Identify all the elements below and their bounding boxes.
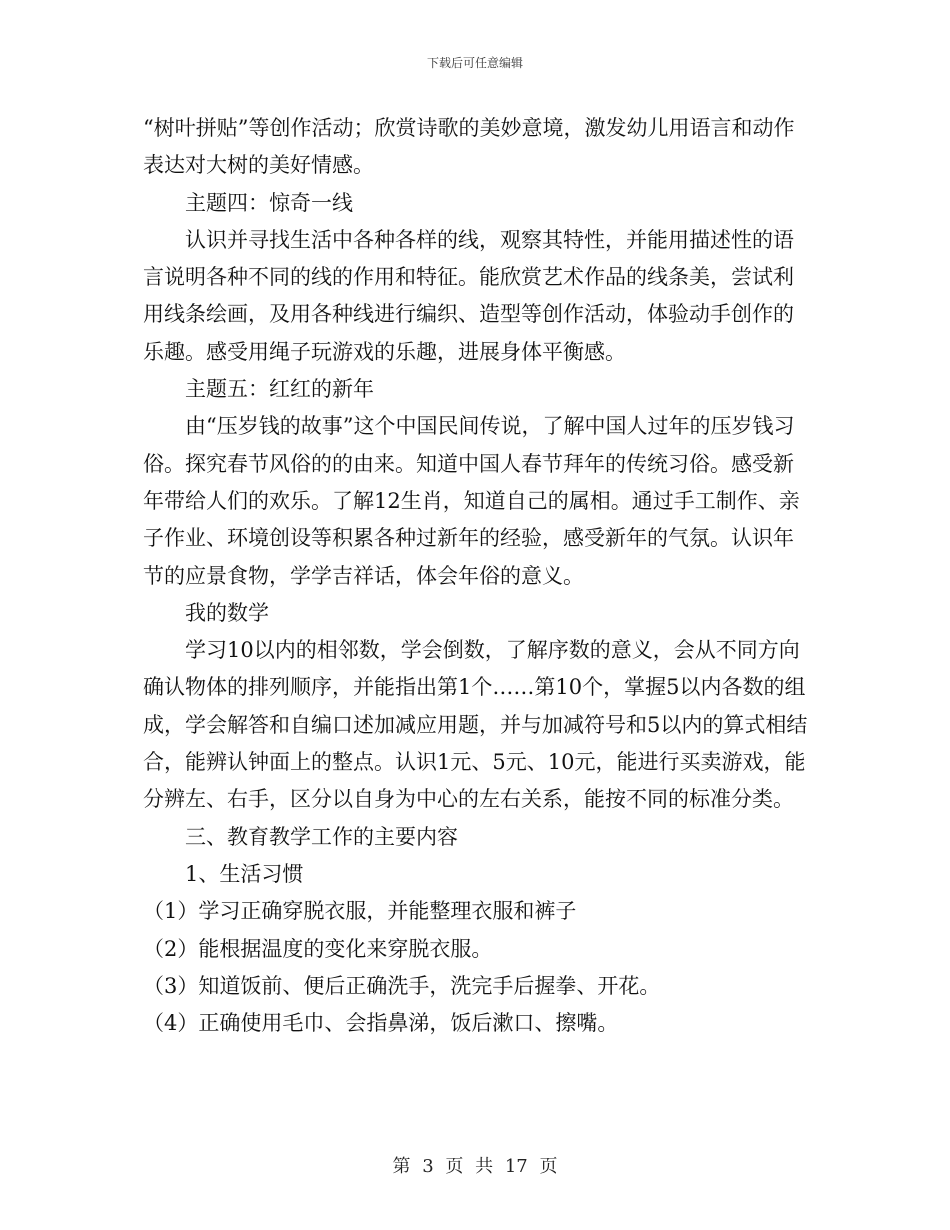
heading-my-math: 我的数学 xyxy=(185,600,269,625)
heading-life-habits: 1、生活习惯 xyxy=(185,861,304,886)
paragraph-new-year: 由“压岁钱的故事”这个中国民间传说，了解中国人过年的压岁钱习俗。探究春节风俗的的由来。知道中国人春节拜年的传统习俗。感受新年带给人们的欢乐。了解12生肖，知道自己的属相。通过手工制作、亲子作业、环境创设等积累各种过新年的经验，感受新年的气氛。认识年节的应景食物，学学吉祥话，体会年俗的意义。 xyxy=(143,414,800,588)
list-item-habit-3: （3）知道饭前、便后正确洗手，洗完手后握拳、开花。 xyxy=(143,973,661,998)
page-number: 第 3 页 共 17 页 xyxy=(392,1156,558,1177)
paragraph-lines: 认识并寻找生活中各种各样的线，观察其特性，并能用描述性的语言说明各种不同的线的作用和特征。能欣赏艺术作品的线条美，尝试利用线条绘画，及用各种线进行编织、造型等创作活动，体验动手创作的乐趣。感受用绳子玩游戏的乐趣，进展身体平衡感。 xyxy=(143,227,794,364)
document-body xyxy=(143,110,813,1042)
list-item-habit-2: （2）能根据温度的变化来穿脱衣服。 xyxy=(143,936,493,961)
paragraph-leaf-collage: “树叶拼贴”等创作活动；欣赏诗歌的美妙意境，激发幼儿用语言和动作表达对大树的美好情感。 xyxy=(143,116,795,178)
list-item-habit-1: （1）学习正确穿脱衣服，并能整理衣服和裤子 xyxy=(143,899,577,924)
heading-theme-five: 主题五：红红的新年 xyxy=(185,377,374,402)
list-item-habit-4: （4）正确使用毛巾、会指鼻涕，饭后漱口、擦嘴。 xyxy=(143,1011,619,1036)
page-header: 下载后可任意编辑 xyxy=(426,56,523,70)
heading-section-three: 三、教育教学工作的主要内容 xyxy=(185,824,458,849)
heading-theme-four: 主题四：惊奇一线 xyxy=(185,190,353,215)
paragraph-math: 学习10以内的相邻数，学会倒数，了解序数的意义，会从不同方向确认物体的排列顺序，并能指出第1个……第10个，掌握5以内各数的组成，学会解答和自编口述加减应用题，并与加减符号和5以内的算式相结合，能辨认钟面上的整点。认识1元、5元、10元，能进行买卖游戏，能分辨左、右手，区分以自身为中心的左右关系，能按不同的标准分类。 xyxy=(143,638,808,812)
